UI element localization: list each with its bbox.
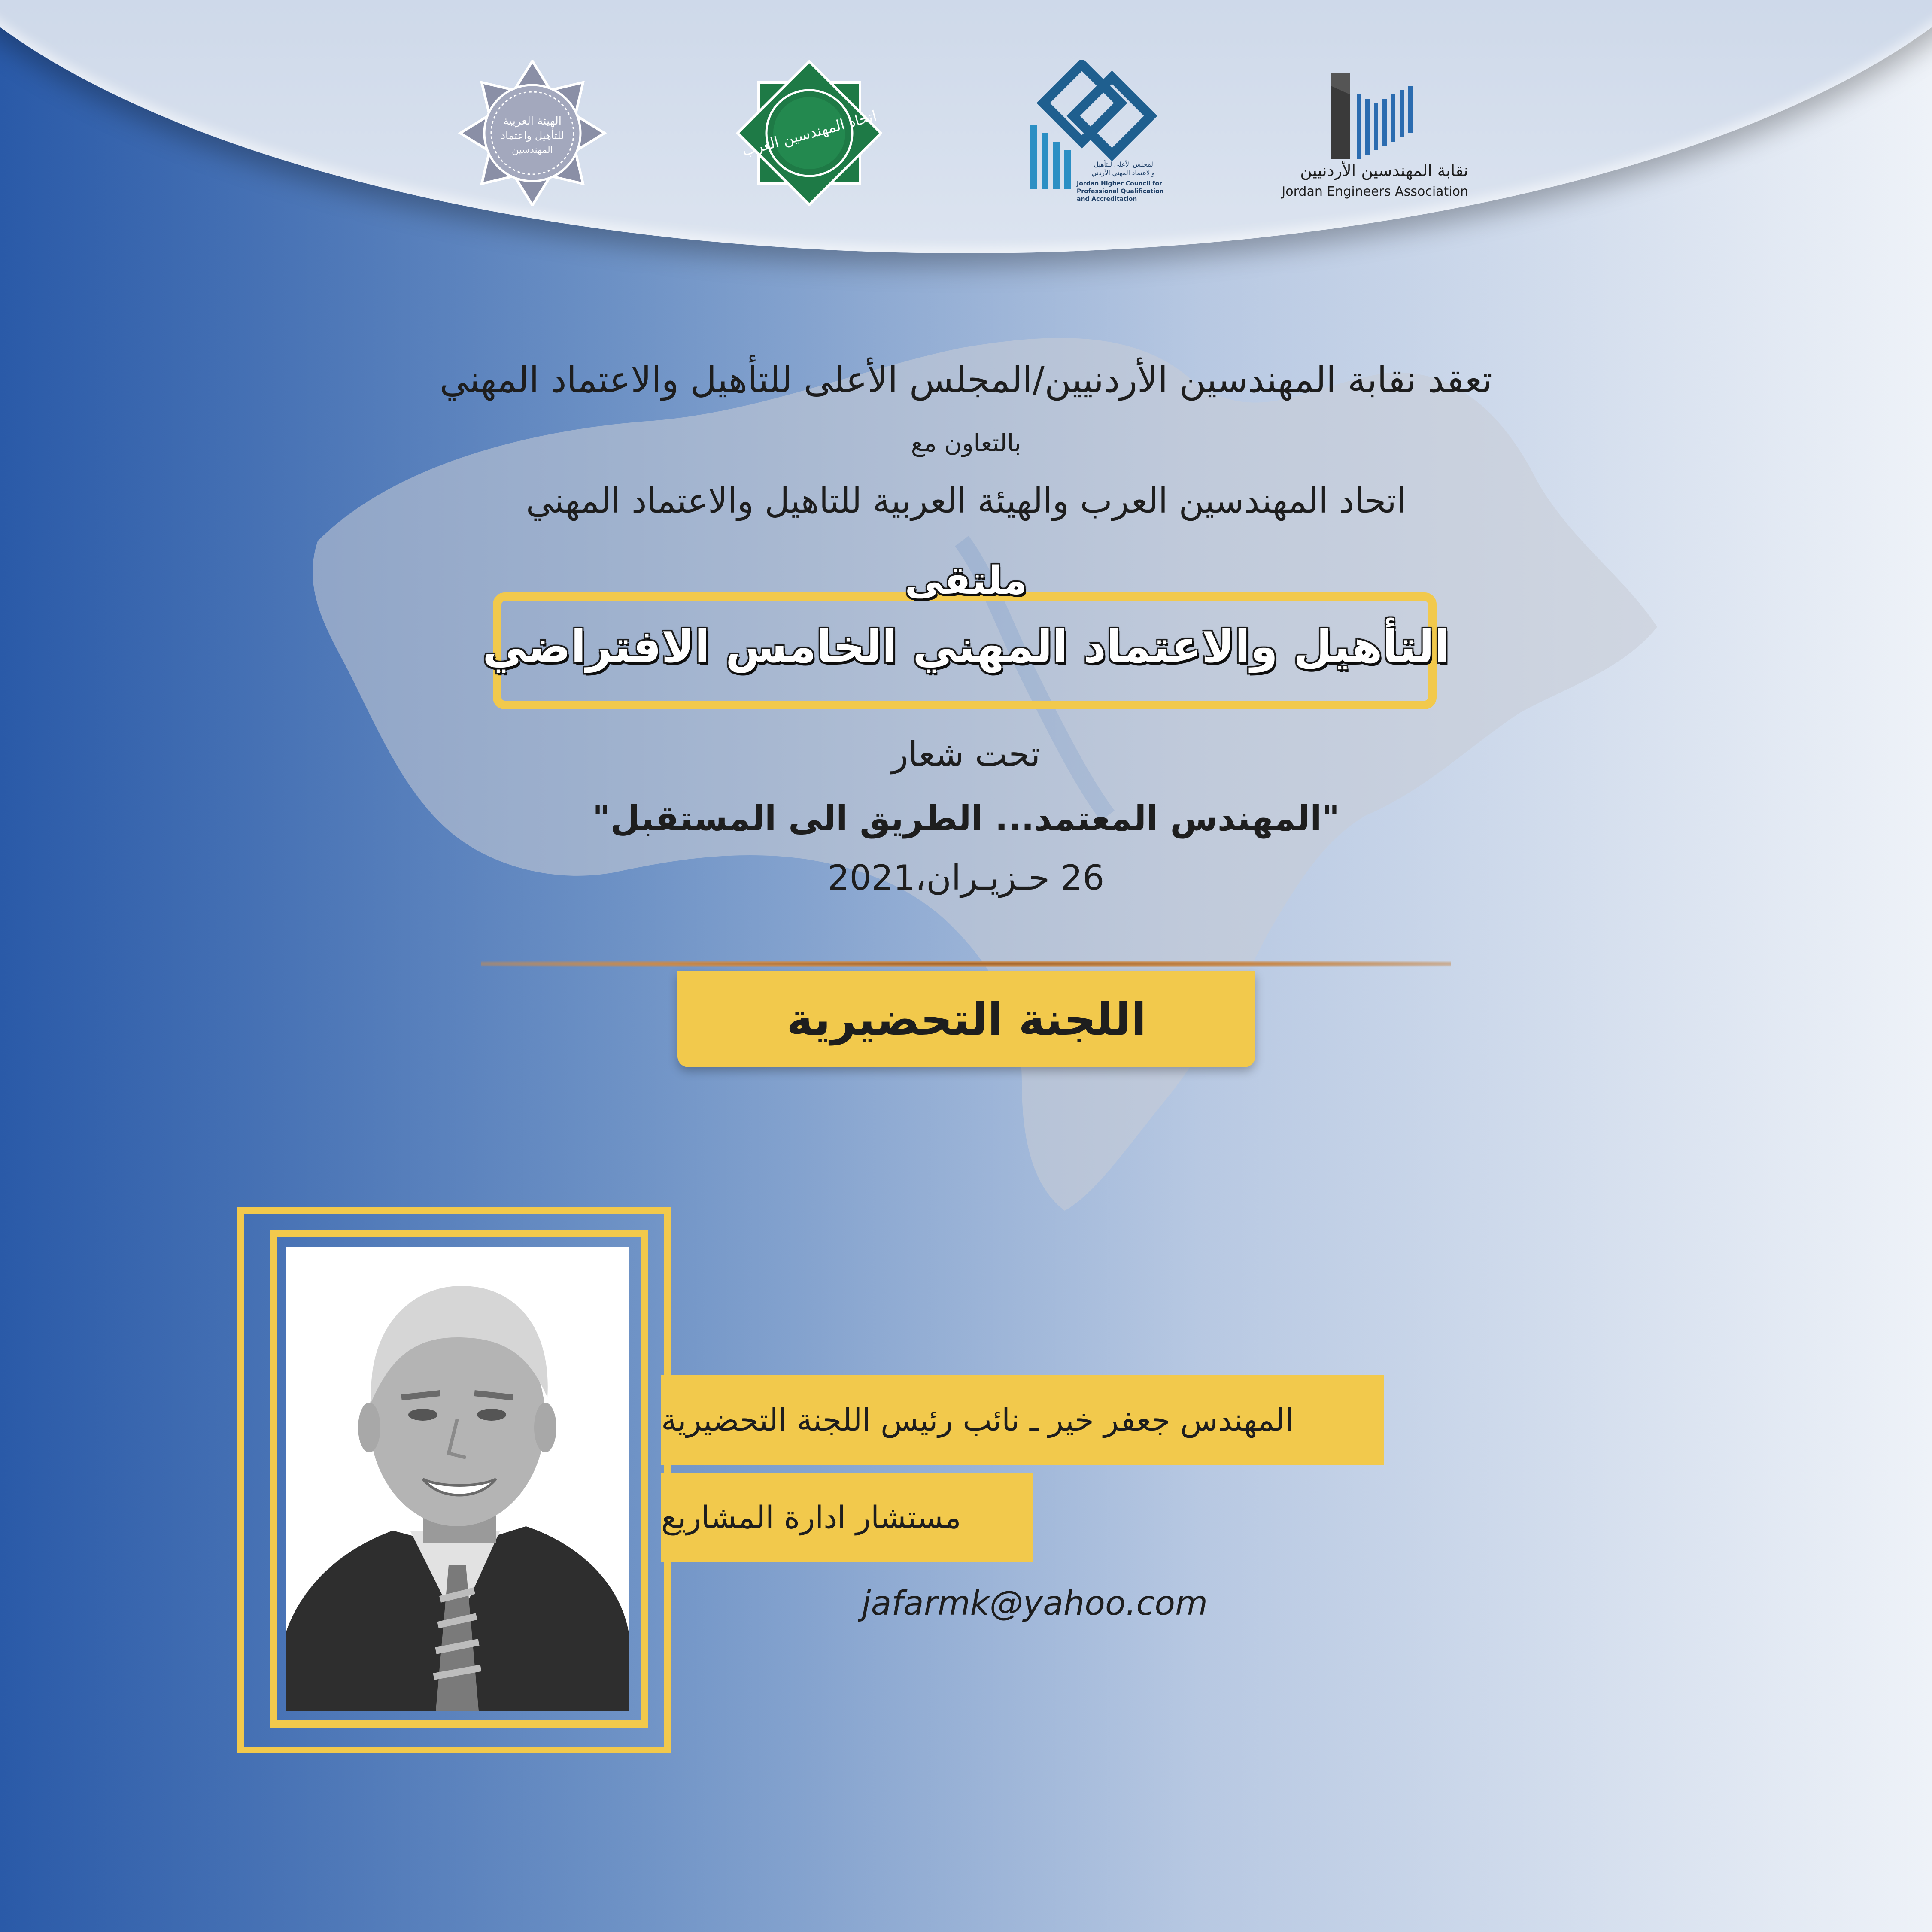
council-logo — [1022, 60, 1168, 210]
union-script: اتحاد المهندسين العرب — [740, 107, 879, 160]
name-role-bar — [661, 1375, 1384, 1465]
council-logo-icon — [1022, 60, 1168, 210]
header-arc — [0, 0, 1932, 253]
event-title-small: ملتقى — [905, 558, 1027, 603]
intro-line-3: اتحاد المهندسين العرب والهيئة العربية للتاهيل والاعتماد المهني — [526, 481, 1406, 521]
slogan: "المهندس المعتمد... الطريق الى المستقبل" — [592, 799, 1340, 838]
job-title-bar — [661, 1473, 1033, 1562]
arab-authority-line2: للتأهيل واعتماد — [501, 130, 564, 142]
arab-authority-logo-icon — [455, 60, 610, 206]
arab-engineers-union-logo-icon — [736, 60, 882, 206]
jea-logo — [1271, 69, 1477, 206]
committee-badge — [677, 971, 1255, 1067]
name-role: المهندس جعفر خير ـ نائب رئيس اللجنة التحضيرية — [661, 1402, 1294, 1438]
section-divider — [481, 961, 1451, 967]
arab-engineers-union-logo — [736, 60, 882, 206]
arab-authority-line3: المهندسين — [512, 145, 553, 155]
jea-name-en: Jordan Engineers Association — [1282, 184, 1468, 199]
intro-line-1: تعقد نقابة المهندسين الأردنيين/المجلس الأعلى للتأهيل والاعتماد المهني — [440, 358, 1492, 401]
portrait-figure — [286, 1247, 629, 1711]
job-title: مستشار ادارة المشاريع — [661, 1499, 961, 1535]
arab-authority-logo — [455, 60, 610, 206]
council-en-1: Jordan Higher Council for — [1077, 180, 1163, 187]
event-date: 26 حـزيـران،2021 — [827, 858, 1105, 898]
council-en-2: Professional Qualification — [1077, 188, 1164, 195]
jea-name-ar: نقابة المهندسين الأردنيين — [1300, 161, 1468, 180]
contact-email[interactable]: jafarmk@yahoo.com — [861, 1584, 1208, 1623]
council-ar-2: والاعتماد المهني الأردني — [1091, 169, 1155, 177]
committee-label: اللجنة التحضيرية — [787, 993, 1146, 1045]
portrait-photo — [286, 1247, 629, 1711]
event-title-main: التأهيل والاعتماد المهني الخامس الافتراضي — [482, 620, 1450, 673]
council-en-3: and Accreditation — [1077, 196, 1137, 203]
arab-authority-line1: الهيئة العربية — [503, 115, 562, 128]
jea-logo-icon — [1271, 69, 1477, 206]
slogan-label: تحت شعار — [891, 734, 1041, 774]
council-ar-1: المجلس الأعلى للتأهيل — [1094, 161, 1155, 168]
intro-line-2: بالتعاون مع — [911, 429, 1021, 457]
